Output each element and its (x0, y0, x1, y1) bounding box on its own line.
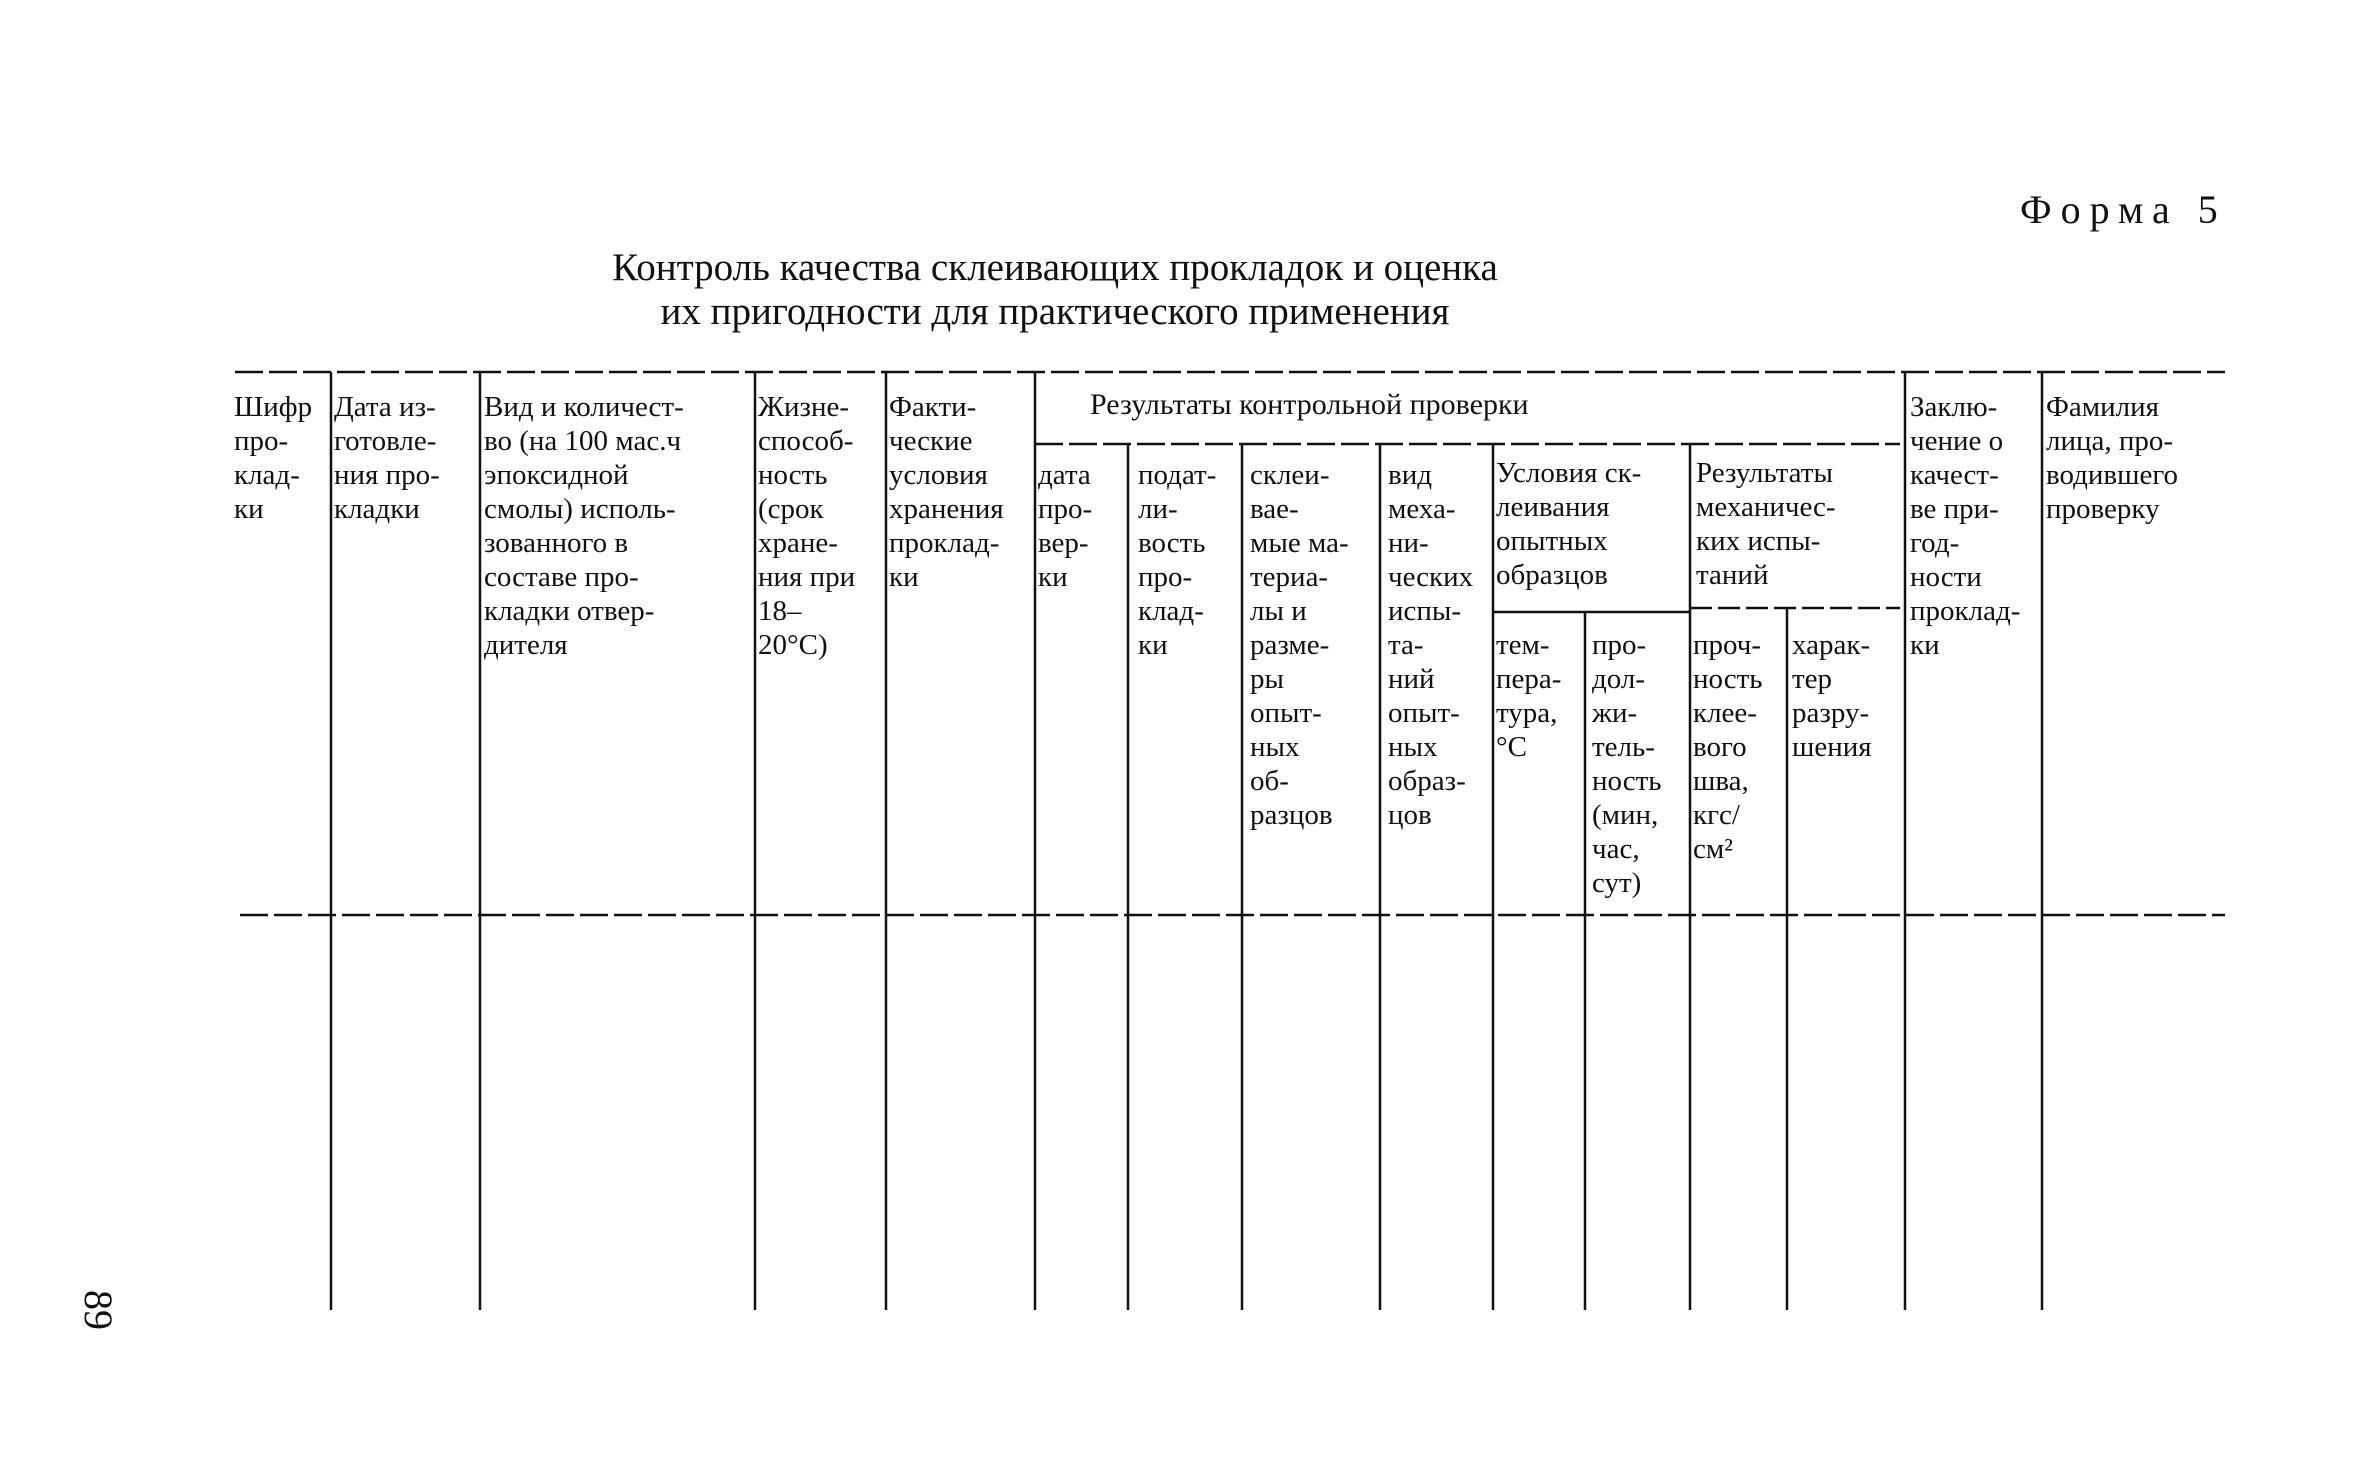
column-header-mechanical-results: Результаты механичес- ких испы- таний (1696, 457, 1836, 591)
column-header-pliability: подат- ли- вость про- клад- ки (1138, 459, 1217, 661)
page-title-line-2: их пригодности для практического применения (660, 290, 1450, 333)
column-header-storage: Факти- ческие условия хранения проклад- ки (889, 391, 1004, 593)
column-header-bonding-conditions: Условия ск- леивания опытных образцов (1496, 457, 1642, 591)
page-title-line-1: Контроль качества склеивающих прокладок и оценка (612, 246, 1498, 289)
column-header-test-type: вид меха- ни- ческих испы- та- ний опыт- ных образ- цов (1388, 459, 1474, 831)
column-header-conclusion: Заклю- чение о качест- ве при- год- ности проклад- ки (1910, 391, 2021, 661)
column-header-failure-type: харак- тер разру- шения (1792, 629, 1872, 763)
column-header-manufacture-date: Дата из- готовле- ния про- кладки (334, 391, 440, 525)
column-header-cipher: Шифр про- клад- ки (234, 391, 313, 525)
column-header-duration: про- дол- жи- тель- ность (мин, час, сут) (1592, 629, 1662, 899)
column-header-materials: склеи- вае- мые ма- териа- лы и разме- ры опыт- ных об- разцов (1250, 459, 1349, 831)
column-header-hardener: Вид и количест- во (на 100 мас.ч эпоксидной смолы) исполь- зованного в составе про- кладки отвер- дителя (484, 391, 684, 661)
column-header-strength: проч- ность клее- вого шва, кгс/ см² (1693, 629, 1763, 865)
column-header-inspector: Фамилия лица, про- водившего проверку (2046, 391, 2179, 525)
group-header-control-check: Результаты контрольной проверки (1090, 388, 1529, 421)
form-label: Форма 5 (2020, 187, 2227, 232)
column-header-shelf-life: Жизне- способ- ность (срок хране- ния при 18– 20°С) (758, 391, 856, 661)
column-header-temperature: тем- пера- тура, °С (1496, 629, 1562, 763)
page-number: 89 (76, 1290, 121, 1330)
column-header-check-date: дата про- вер- ки (1038, 459, 1093, 593)
